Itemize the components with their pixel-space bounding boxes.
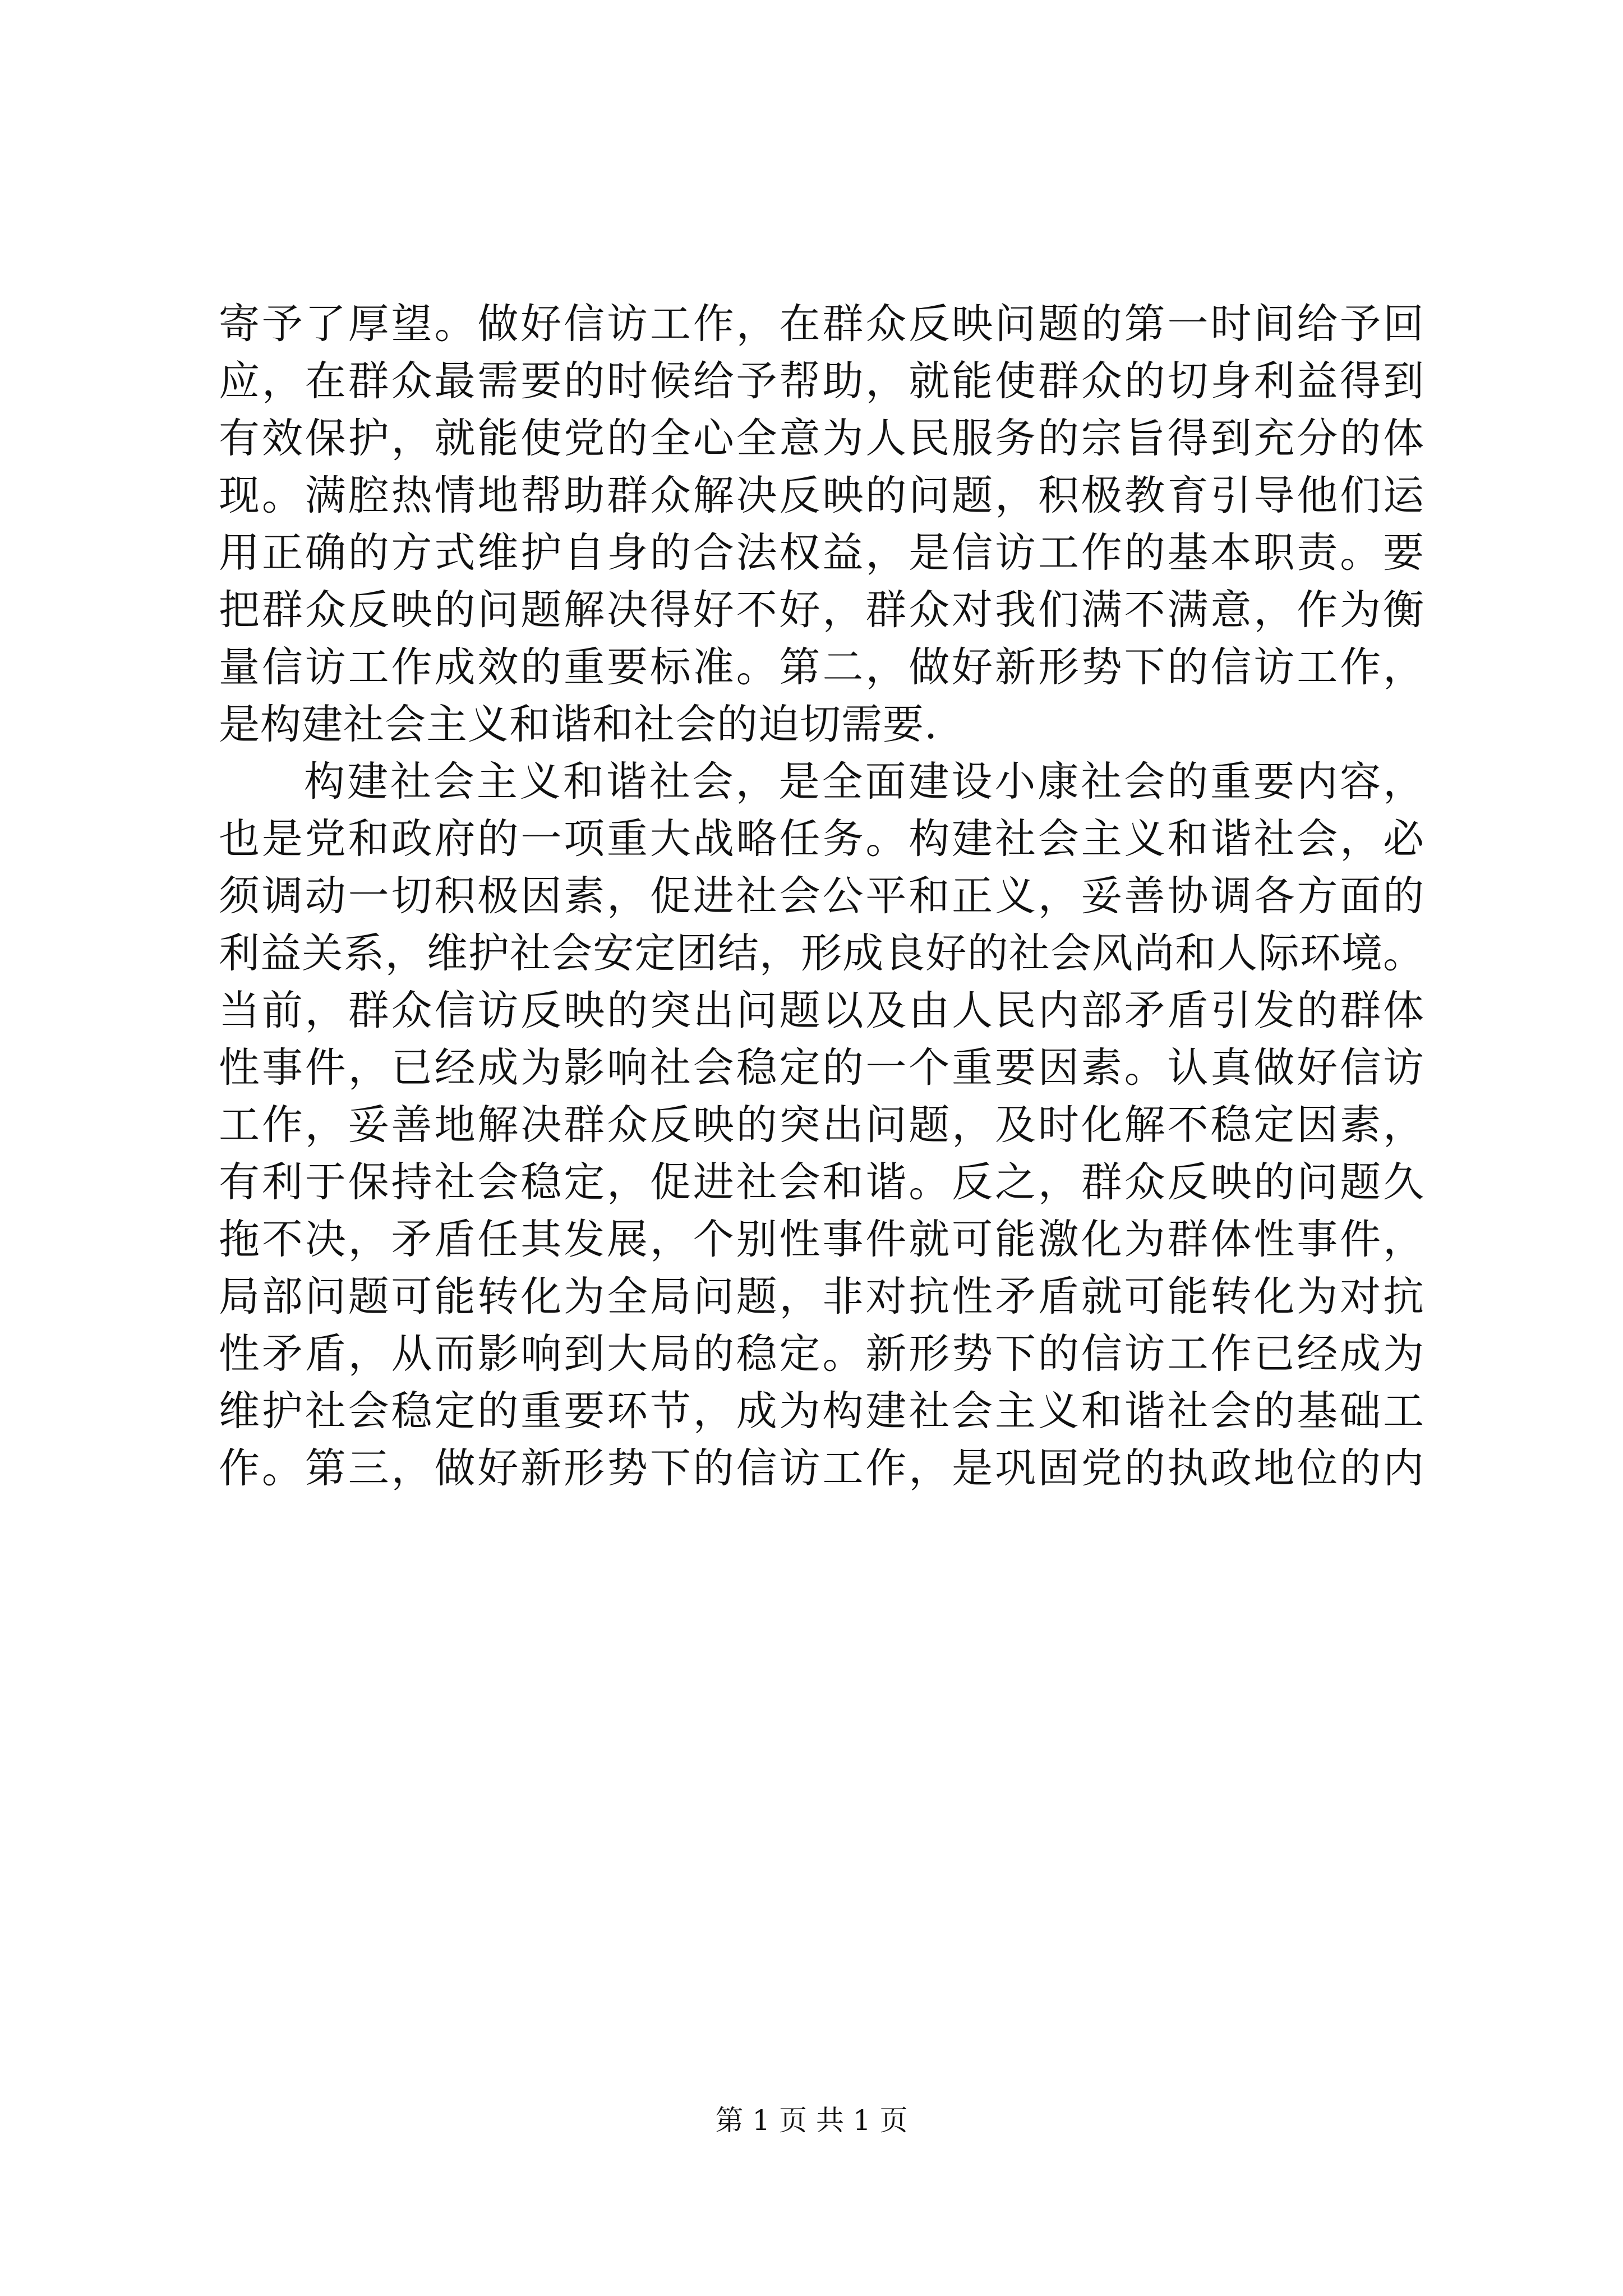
- text-line: 也是党和政府的一项重大战略任务。构建社会主义和谐社会，必: [219, 815, 1424, 863]
- text-line: 维护社会稳定的重要环节，成为构建社会主义和谐社会的基础工: [219, 1387, 1424, 1435]
- paragraph: [219, 755, 1424, 1496]
- text-line: 构建社会主义和谐社会，是全面建设小康社会的重要内容，: [304, 758, 1424, 806]
- text-line: 有利于保持社会稳定，促进社会和谐。反之，群众反映的问题久: [219, 1158, 1424, 1206]
- text-line: 性矛盾，从而影响到大局的稳定。新形势下的信访工作已经成为: [219, 1330, 1424, 1378]
- text-line: 寄予了厚望。做好信访工作，在群众反映问题的第一时间给予回: [219, 300, 1424, 348]
- text-line: 量信访工作成效的重要标准。第二，做好新形势下的信访工作，: [219, 643, 1424, 691]
- text-line: 利益关系，维护社会安定团结，形成良好的社会风尚和人际环境。: [219, 930, 1424, 977]
- text-line: 作。第三，做好新形势下的信访工作，是巩固党的执政地位的内: [219, 1444, 1424, 1492]
- text-line: 是构建社会主义和谐和社会的迫切需要.: [219, 701, 938, 748]
- paragraph: [219, 297, 1424, 752]
- text-line: 把群众反映的问题解决得好不好，群众对我们满不满意，作为衡: [219, 586, 1424, 634]
- text-line: 应，在群众最需要的时候给予帮助，就能使群众的切身利益得到: [219, 357, 1424, 405]
- text-line: 须调动一切积极因素，促进社会公平和正义，妥善协调各方面的: [219, 872, 1424, 920]
- page-number-footer: 第 1 页 共 1 页: [715, 2104, 908, 2137]
- text-line: 拖不决，矛盾任其发展，个别性事件就可能激化为群体性事件，: [219, 1216, 1424, 1263]
- document-body: [219, 297, 1424, 1499]
- text-line: 性事件，已经成为影响社会稳定的一个重要因素。认真做好信访: [219, 1044, 1424, 1092]
- text-line: 当前，群众信访反映的突出问题以及由人民内部矛盾引发的群体: [219, 987, 1424, 1034]
- text-line: 现。满腔热情地帮助群众解决反映的问题，积极教育引导他们运: [219, 472, 1424, 519]
- text-line: 有效保护，就能使党的全心全意为人民服务的宗旨得到充分的体: [219, 415, 1424, 462]
- text-line: 局部问题可能转化为全局问题，非对抗性矛盾就可能转化为对抗: [219, 1273, 1424, 1320]
- text-line: 用正确的方式维护自身的合法权益，是信访工作的基本职责。要: [219, 529, 1424, 577]
- text-line: 工作，妥善地解决群众反映的突出问题，及时化解不稳定因素，: [219, 1101, 1424, 1149]
